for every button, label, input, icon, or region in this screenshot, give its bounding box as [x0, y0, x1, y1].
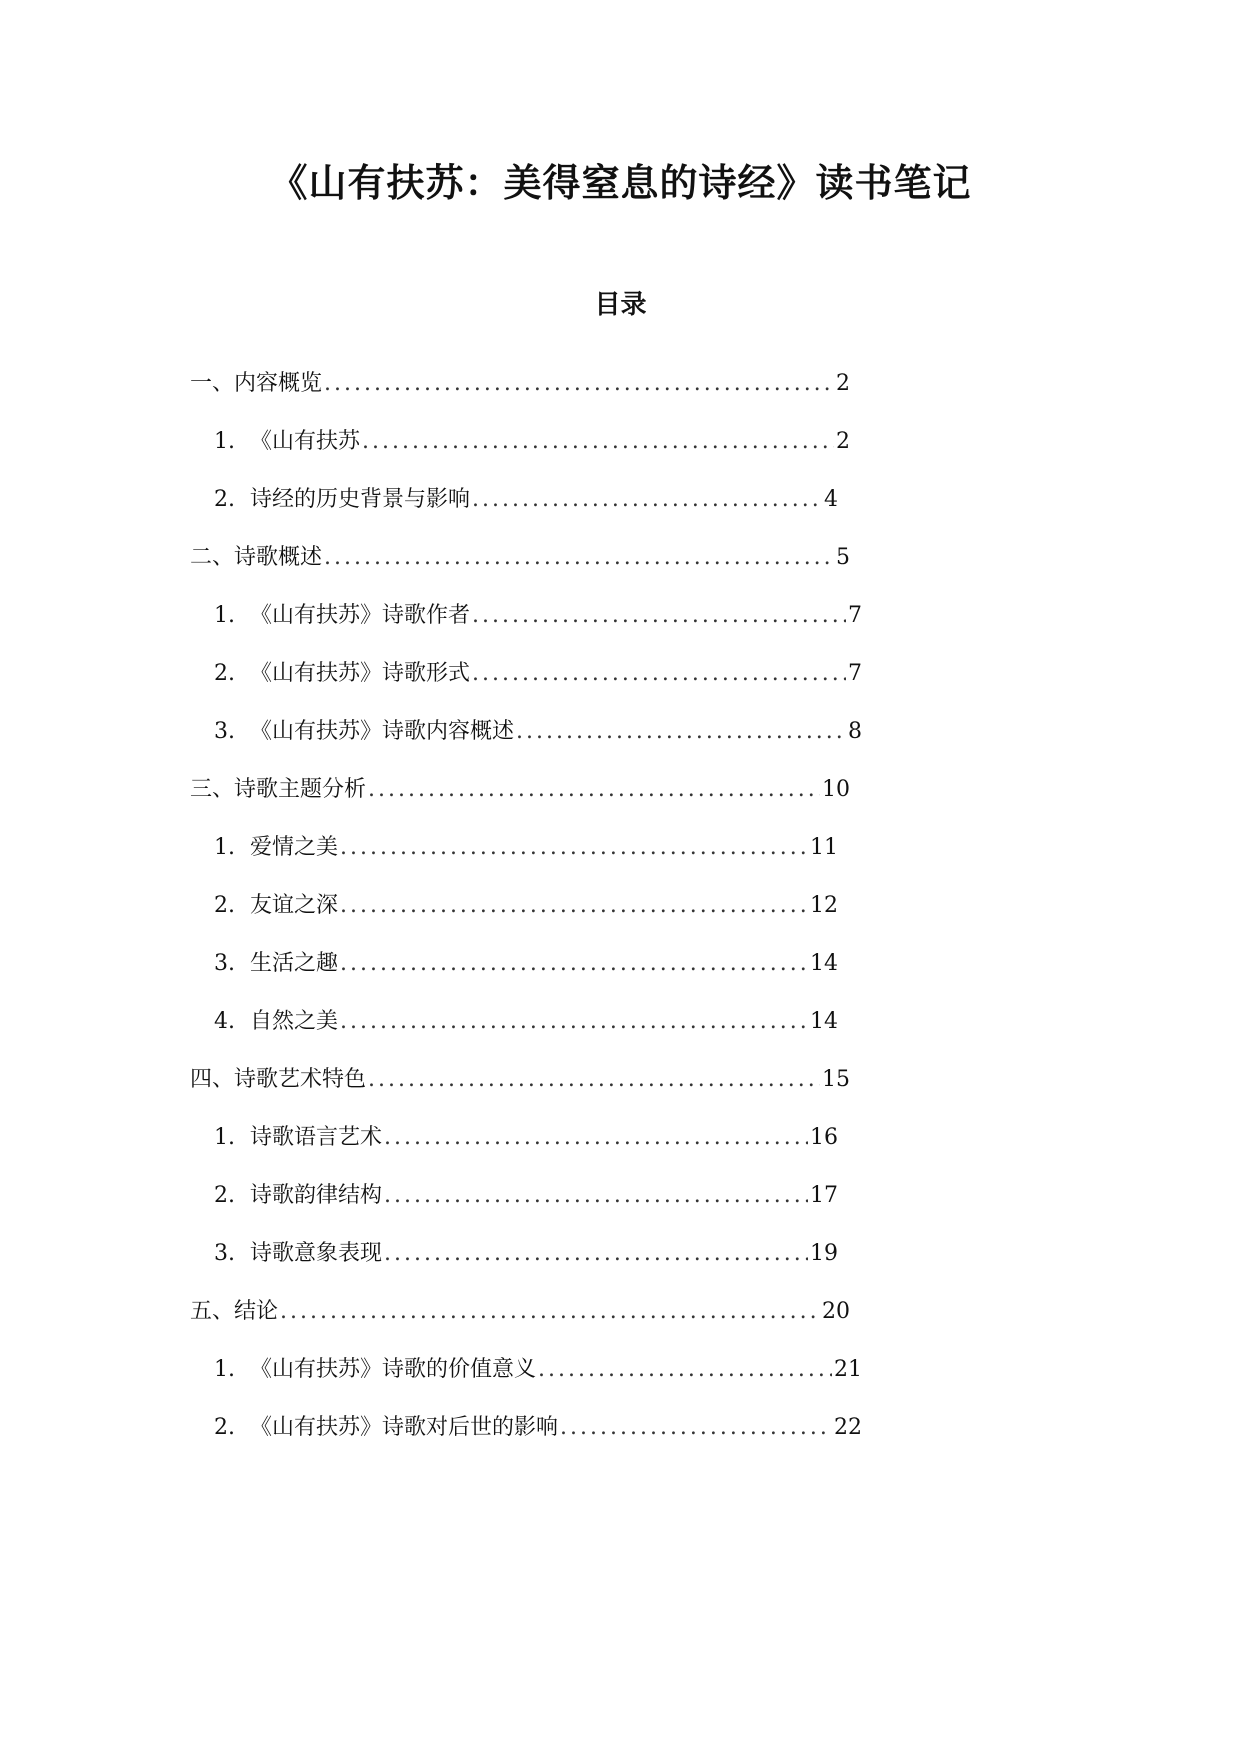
toc-section-entry[interactable]	[190, 540, 850, 576]
toc-entry-number: 1.	[214, 603, 235, 628]
toc-entry-page-number: 7	[848, 603, 862, 628]
toc-dot-leader	[368, 1062, 820, 1098]
toc-entry-label: 《山有扶苏》诗歌作者	[250, 603, 471, 628]
toc-dot-leader	[340, 888, 808, 924]
toc-dot-leader	[340, 830, 808, 866]
toc-entry-page-number: 2	[836, 429, 850, 454]
toc-section-entry[interactable]	[190, 772, 850, 808]
toc-entry-page-number: 7	[848, 661, 862, 686]
toc-entry-number: 3.	[214, 719, 235, 744]
toc-entry-label: 友谊之深	[250, 893, 339, 918]
toc-subsection-entry[interactable]	[214, 1178, 838, 1214]
toc-entry-number: 2.	[214, 661, 235, 686]
toc-subsection-entry[interactable]	[214, 946, 838, 982]
toc-entry-number: 1.	[214, 1357, 235, 1382]
toc-dot-leader	[384, 1178, 808, 1214]
toc-entry-label: 《山有扶苏》诗歌形式	[250, 661, 471, 686]
toc-dot-leader	[472, 598, 846, 634]
toc-entry-label: 诗歌语言艺术	[250, 1125, 383, 1150]
toc-section-entry[interactable]	[190, 1294, 850, 1330]
toc-entry-number: 2.	[214, 1183, 235, 1208]
toc-entry-page-number: 11	[810, 835, 838, 860]
toc-entry-page-number: 15	[822, 1067, 850, 1092]
toc-section-entry[interactable]	[190, 366, 850, 402]
toc-dot-leader	[538, 1352, 832, 1388]
toc-subsection-entry[interactable]	[214, 1352, 862, 1388]
toc-entry-label: 《山有扶苏	[250, 429, 361, 454]
toc-entry-label: 五、结论	[190, 1299, 279, 1324]
toc-entry-label: 诗歌意象表现	[250, 1241, 383, 1266]
toc-entry-page-number: 21	[834, 1357, 862, 1382]
toc-entry-label: 三、诗歌主题分析	[190, 777, 367, 802]
toc-entry-number: 3.	[214, 1241, 235, 1266]
toc-entry-page-number: 20	[822, 1299, 850, 1324]
toc-dot-leader	[384, 1120, 808, 1156]
toc-dot-leader	[362, 424, 834, 460]
toc-subsection-entry[interactable]	[214, 1410, 862, 1446]
toc-entry-page-number: 5	[836, 545, 850, 570]
toc-entry-number: 2.	[214, 893, 235, 918]
toc-dot-leader	[384, 1236, 808, 1272]
toc-entry-label: 《山有扶苏》诗歌的价值意义	[250, 1357, 537, 1382]
toc-section-entry[interactable]	[190, 1062, 850, 1098]
toc-dot-leader	[324, 540, 834, 576]
toc-entry-page-number: 8	[848, 719, 862, 744]
toc-subsection-entry[interactable]	[214, 598, 862, 634]
toc-entry-number: 2.	[214, 487, 235, 512]
toc-subsection-entry[interactable]	[214, 1120, 838, 1156]
toc-entry-label: 诗歌韵律结构	[250, 1183, 383, 1208]
toc-entry-page-number: 12	[810, 893, 838, 918]
toc-subsection-entry[interactable]	[214, 888, 838, 924]
toc-entry-number: 2.	[214, 1415, 235, 1440]
document-title: 《山有扶苏：美得窒息的诗经》读书笔记	[269, 161, 972, 205]
toc-entry-label: 《山有扶苏》诗歌内容概述	[250, 719, 515, 744]
toc-entry-number: 4.	[214, 1009, 235, 1034]
toc-dot-leader	[324, 366, 834, 402]
toc-subsection-entry[interactable]	[214, 482, 838, 518]
toc-subsection-entry[interactable]	[214, 1004, 838, 1040]
toc-entry-page-number: 22	[834, 1415, 862, 1440]
toc-entry-number: 1.	[214, 429, 235, 454]
toc-entry-page-number: 10	[822, 777, 850, 802]
toc-entry-page-number: 14	[810, 951, 838, 976]
toc-entry-number: 1.	[214, 835, 235, 860]
toc-subsection-entry[interactable]	[214, 1236, 838, 1272]
toc-subsection-entry[interactable]	[214, 656, 862, 692]
toc-dot-leader	[560, 1410, 832, 1446]
toc-entry-label: 一、内容概览	[190, 371, 323, 396]
toc-entry-number: 1.	[214, 1125, 235, 1150]
toc-subsection-entry[interactable]	[214, 714, 862, 750]
toc-dot-leader	[340, 946, 808, 982]
toc-dot-leader	[368, 772, 820, 808]
toc-subsection-entry[interactable]	[214, 830, 838, 866]
toc-dot-leader	[340, 1004, 808, 1040]
toc-dot-leader	[516, 714, 846, 750]
toc-entry-label: 二、诗歌概述	[190, 545, 323, 570]
toc-entry-label: 诗经的历史背景与影响	[250, 487, 471, 512]
toc-entry-page-number: 17	[810, 1183, 838, 1208]
toc-dot-leader	[280, 1294, 820, 1330]
toc-entry-page-number: 4	[824, 487, 838, 512]
toc-heading: 目录	[594, 290, 647, 320]
toc-entry-label: 爱情之美	[250, 835, 339, 860]
toc-entry-page-number: 16	[810, 1125, 838, 1150]
toc-entry-page-number: 19	[810, 1241, 838, 1266]
toc-entry-label: 生活之趣	[250, 951, 339, 976]
toc-entry-page-number: 14	[810, 1009, 838, 1034]
toc-entry-number: 3.	[214, 951, 235, 976]
toc-entry-label: 自然之美	[250, 1009, 339, 1034]
toc-dot-leader	[472, 482, 822, 518]
toc-entry-label: 《山有扶苏》诗歌对后世的影响	[250, 1415, 559, 1440]
toc-entry-page-number: 2	[836, 371, 850, 396]
toc-subsection-entry[interactable]	[214, 424, 850, 460]
toc-entry-label: 四、诗歌艺术特色	[190, 1067, 367, 1092]
toc-dot-leader	[472, 656, 846, 692]
